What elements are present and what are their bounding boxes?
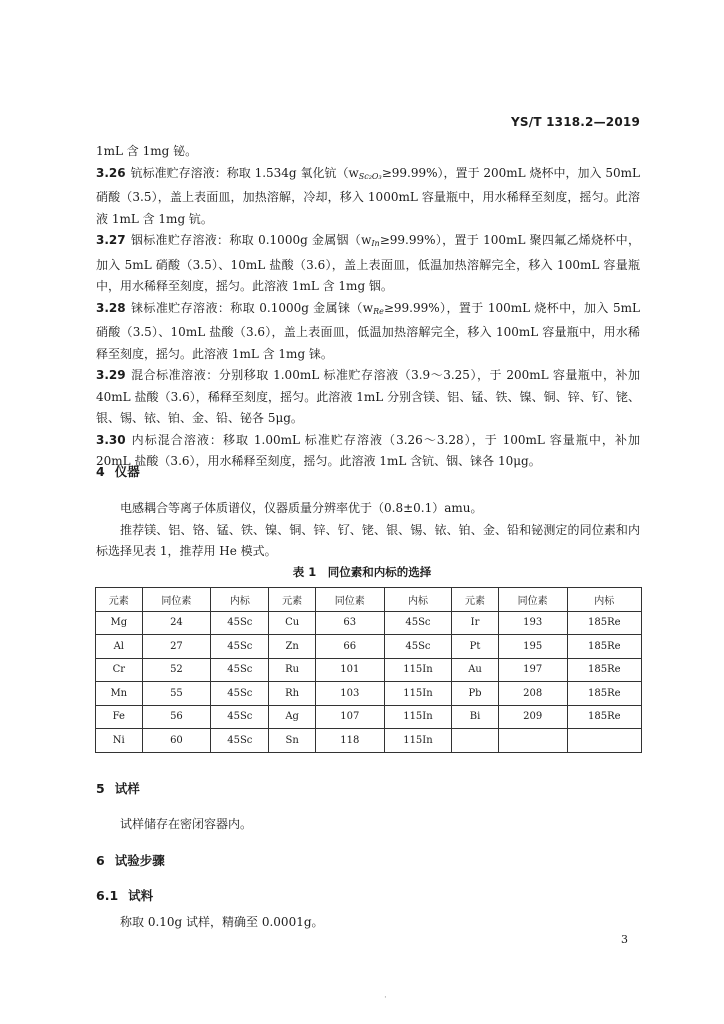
table-cell: 45Sc	[384, 635, 452, 659]
continuation-line: 1mL 含 1mg 铋。	[96, 144, 198, 158]
section-number: 6.1	[96, 888, 119, 903]
item-number: 3.28	[96, 300, 126, 315]
item-text-cont: ≥99.99%），置于 100mL 聚四氟乙烯烧杯中，加入 5mL 硝酸（3.5）、10mL 盐酸（3.6），盖上表面皿，低温加热溶解完全，移入 100mL 容量瓶中，用水稀释至刻度，摇匀。此溶液 1mL 含 1mg 铟。	[96, 233, 640, 293]
table-cell: 193	[498, 611, 567, 635]
item-text: 铼标准贮存溶液：称取 0.1000g 金属铼（w	[130, 300, 374, 315]
table-row	[96, 635, 642, 659]
table-cell: 115In	[384, 705, 452, 729]
header-isotope: 同位素	[315, 588, 384, 612]
table-cell: 185Re	[567, 611, 641, 635]
table-cell: 118	[315, 729, 384, 753]
table-cell: 66	[315, 635, 384, 659]
section-6-1-heading	[96, 886, 153, 904]
item-3-26	[96, 163, 640, 231]
section-3-continued	[96, 141, 640, 473]
table-cell: 185Re	[567, 705, 641, 729]
table-cell: Pt	[452, 635, 499, 659]
section-5-para: 试样储存在密闭容器内。	[120, 817, 253, 831]
table-cell: Bi	[452, 705, 499, 729]
table-cell: 45Sc	[211, 658, 269, 682]
item-number: 3.27	[96, 233, 126, 247]
item-text-cont: ≥99.99%），置于 200mL 烧杯中，加入 50mL 硝酸（3.5），盖上表面皿，加热溶解，冷却，移入 1000mL 容量瓶中，用水稀释至刻度，摇匀。此溶液 1mL 含 1mg 钪。	[96, 165, 641, 226]
item-3-29	[96, 365, 640, 430]
section-4-para-1: 电感耦合等离子体质谱仪，仪器质量分辨率优于（0.8±0.1）amu。	[120, 501, 483, 515]
footer-mark: ·	[384, 993, 387, 1003]
item-text: 铟标准贮存溶液：称取 0.1000g 金属铟（w	[130, 233, 372, 247]
table-cell: 52	[142, 658, 211, 682]
table-cell: 107	[315, 705, 384, 729]
table-cell: 45Sc	[211, 729, 269, 753]
table-cell: Mg	[96, 611, 143, 635]
table-cell: 209	[498, 705, 567, 729]
section-number: 4	[96, 464, 105, 479]
table-cell: 45Sc	[211, 635, 269, 659]
header-element: 元素	[96, 588, 143, 612]
item-subscript: Re	[373, 306, 384, 316]
header-element: 元素	[452, 588, 499, 612]
table-row	[96, 705, 642, 729]
table-row	[96, 682, 642, 706]
table-cell: Ru	[269, 658, 316, 682]
header-internal-standard: 内标	[384, 588, 452, 612]
item-text: 混合标准溶液：分别移取 1.00mL 标准贮存溶液（3.9～3.25），于 200mL 容量瓶中，补加 40mL 盐酸（3.6），稀释至刻度，摇匀。此溶液 1mL 分别含镁、铝、锰、铁、镍、铜、锌、钌、铑、银、锡、铱、铂、金、铅、铋各 5μg。	[96, 368, 640, 425]
table-cell: 197	[498, 658, 567, 682]
table-cell: 115In	[384, 729, 452, 753]
table-cell: 45Sc	[211, 611, 269, 635]
table-cell: 55	[142, 682, 211, 706]
table-cell: 103	[315, 682, 384, 706]
section-title: 试验步骤	[114, 853, 165, 868]
table-cell: 56	[142, 705, 211, 729]
section-title: 试样	[114, 781, 140, 796]
header-element: 元素	[269, 588, 316, 612]
table-cell	[567, 729, 641, 753]
table-cell: Al	[96, 635, 143, 659]
section-5-heading	[96, 779, 140, 797]
table-cell: 60	[142, 729, 211, 753]
item-text: 钪标准贮存溶液：称取 1.534g 氧化钪（w	[130, 165, 359, 180]
table-cell: Mn	[96, 682, 143, 706]
item-subscript: In	[371, 239, 380, 248]
table-cell: Au	[452, 658, 499, 682]
table-cell: 185Re	[567, 658, 641, 682]
table-cell: 185Re	[567, 682, 641, 706]
header-isotope: 同位素	[142, 588, 211, 612]
section-number: 6	[96, 853, 105, 868]
table-cell: 115In	[384, 658, 452, 682]
table-cell: Ni	[96, 729, 143, 753]
table-cell: 195	[498, 635, 567, 659]
table-cell: 208	[498, 682, 567, 706]
isotope-table	[95, 587, 642, 753]
table-row	[96, 611, 642, 635]
item-3-28	[96, 298, 640, 366]
table-caption: 表 1 同位素和内标的选择	[292, 565, 432, 579]
header-isotope: 同位素	[498, 588, 567, 612]
header-internal-standard: 内标	[567, 588, 641, 612]
table-cell: 27	[142, 635, 211, 659]
table-cell: Pb	[452, 682, 499, 706]
table-cell: 63	[315, 611, 384, 635]
table-cell: Zn	[269, 635, 316, 659]
table-cell: 24	[142, 611, 211, 635]
table-cell	[452, 729, 499, 753]
table-cell: Ir	[452, 611, 499, 635]
item-text: 内标混合溶液：移取 1.00mL 标准贮存溶液（3.26～3.28），于 100mL 容量瓶中，补加 20mL 盐酸（3.6），用水稀释至刻度，摇匀。此溶液 1mL 含钪、铟、铼各 10μg。	[96, 432, 640, 468]
table-cell: 115In	[384, 682, 452, 706]
table-row	[96, 658, 642, 682]
table-cell: Cr	[96, 658, 143, 682]
table-cell	[498, 729, 567, 753]
item-number: 3.30	[96, 432, 126, 447]
section-title: 仪器	[114, 464, 140, 479]
table-cell: Rh	[269, 682, 316, 706]
item-subscript: Sc₂O₃	[358, 171, 382, 181]
standard-number: YS/T 1318.2—2019	[511, 115, 640, 129]
table-row	[96, 729, 642, 753]
table-cell: Fe	[96, 705, 143, 729]
table-cell: 101	[315, 658, 384, 682]
item-3-30	[96, 430, 640, 473]
table-header-row	[96, 588, 642, 612]
table-cell: 45Sc	[211, 682, 269, 706]
table-cell: Ag	[269, 705, 316, 729]
table-cell: Sn	[269, 729, 316, 753]
page-number: 3	[621, 933, 628, 946]
section-6-1-para: 称取 0.10g 试样，精确至 0.0001g。	[120, 915, 324, 929]
table-cell: 185Re	[567, 635, 641, 659]
section-number: 5	[96, 781, 105, 796]
item-3-27	[96, 230, 640, 298]
table-cell: Cu	[269, 611, 316, 635]
section-6-heading	[96, 851, 165, 869]
section-4-heading	[96, 462, 140, 480]
header-internal-standard: 内标	[211, 588, 269, 612]
table-cell: 45Sc	[211, 705, 269, 729]
item-text-cont: ≥99.99%），置于 100mL 烧杯中，加入 5mL 硝酸（3.5）、10mL 盐酸（3.6），盖上表面皿，低温加热溶解完全，移入 100mL 容量瓶中，用水稀释至刻度，摇匀。此溶液 1mL 含 1mg 铼。	[96, 300, 640, 361]
item-number: 3.26	[96, 165, 126, 180]
section-4-para-2: 推荐镁、铝、铬、锰、铁、镍、铜、锌、钌、铑、银、锡、铱、铂、金、铅和铋测定的同位素和内标选择见表 1，推荐用 He 模式。	[96, 523, 640, 558]
table-cell: 45Sc	[384, 611, 452, 635]
item-number: 3.29	[96, 368, 126, 382]
section-title: 试料	[128, 888, 154, 903]
